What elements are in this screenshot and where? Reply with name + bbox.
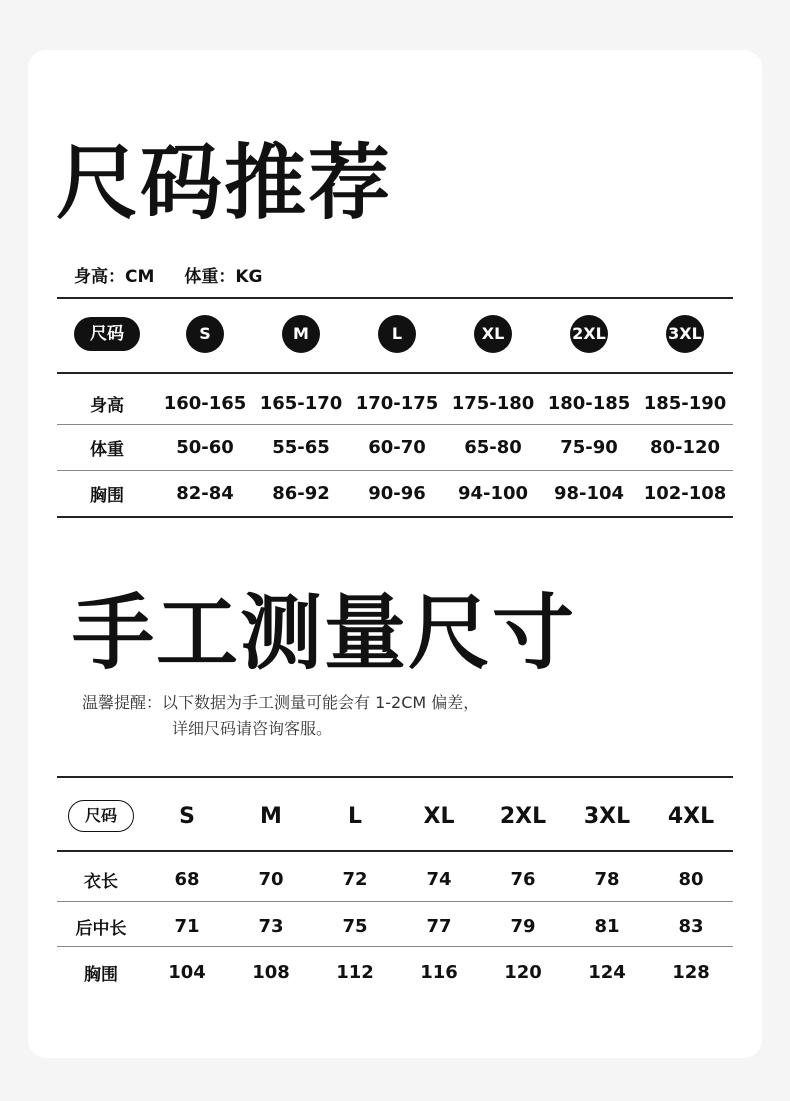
row-divider [57, 901, 733, 902]
table-cell: 90-96 [368, 482, 426, 504]
table-cell: 86-92 [272, 482, 330, 504]
tip-line-1: 温馨提醒：以下数据为手工测量可能会有 1-2CM 偏差， [82, 693, 480, 712]
table1-top-rule [57, 297, 733, 299]
table-cell: 124 [588, 961, 626, 983]
table-cell: 68 [174, 868, 200, 890]
size-badge-2xl: 2XL [570, 315, 608, 353]
units-line [74, 262, 286, 287]
table-cell: 75-90 [560, 436, 618, 458]
measurement-tip [82, 690, 479, 742]
table-row [57, 430, 733, 464]
table-cell: 112 [336, 961, 374, 983]
size-header-s: S [179, 803, 195, 829]
size-badge-3xl: 3XL [666, 315, 704, 353]
table-cell: 104 [168, 961, 206, 983]
table-cell: 50-60 [176, 436, 234, 458]
size-header-4xl: 4XL [667, 803, 715, 829]
table-cell: 175-180 [451, 392, 535, 414]
size-header-m: M [260, 803, 282, 829]
table1-header-rule [57, 372, 733, 374]
table-row [57, 386, 733, 420]
row-label-weight: 体重 [90, 439, 124, 460]
tip-line-2: 详细尺码请咨询客服。 [172, 719, 333, 738]
table-cell: 75 [342, 915, 368, 937]
size-badge-m: M [282, 315, 320, 353]
row-divider [57, 424, 733, 425]
size-badge-xl: XL [474, 315, 512, 353]
row-label-chest: 胸围 [84, 964, 118, 985]
size-header-l: L [347, 803, 363, 829]
size-badge-s: S [186, 315, 224, 353]
table-cell: 77 [426, 915, 452, 937]
table-cell: 170-175 [355, 392, 439, 414]
table-cell: 65-80 [464, 436, 522, 458]
table-row [57, 862, 733, 896]
table2-header-rule [57, 850, 733, 852]
size-header-3xl: 3XL [583, 803, 631, 829]
row-divider [57, 946, 733, 947]
table-cell: 128 [672, 961, 710, 983]
table-cell: 71 [174, 915, 200, 937]
table-cell: 185-190 [643, 392, 727, 414]
size-header-2xl: 2XL [499, 803, 547, 829]
size-recommendation-title: 尺码推荐 [56, 136, 393, 231]
table2-top-rule [57, 776, 733, 778]
table-cell: 74 [426, 868, 452, 890]
table-row [57, 955, 733, 989]
table-cell: 55-65 [272, 436, 330, 458]
table-cell: 180-185 [547, 392, 631, 414]
table-cell: 82-84 [176, 482, 234, 504]
manual-measurement-title: 手工测量尺寸 [72, 586, 577, 681]
table-cell: 116 [420, 961, 458, 983]
table-cell: 79 [510, 915, 536, 937]
table-row [57, 909, 733, 943]
table-cell: 165-170 [259, 392, 343, 414]
table-cell: 70 [258, 868, 284, 890]
table-cell: 80-120 [649, 436, 721, 458]
row-label-length: 衣长 [84, 871, 118, 892]
table-cell: 60-70 [368, 436, 426, 458]
size-header-xl: XL [423, 803, 455, 829]
size-header-pill-outline: 尺码 [68, 800, 134, 832]
table-cell: 76 [510, 868, 536, 890]
row-label-height: 身高 [90, 395, 124, 416]
table1-bottom-rule [57, 516, 733, 518]
table-cell: 73 [258, 915, 284, 937]
table-cell: 102-108 [643, 482, 727, 504]
size-badge-l: L [378, 315, 416, 353]
table-cell: 81 [594, 915, 620, 937]
table-cell: 78 [594, 868, 620, 890]
table-cell: 108 [252, 961, 290, 983]
table-cell: 72 [342, 868, 368, 890]
weight-unit: 体重：KG [184, 267, 263, 287]
height-unit: 身高：CM [74, 267, 155, 287]
table-row [57, 476, 733, 510]
row-label-back-length: 后中长 [75, 918, 127, 939]
table-cell: 83 [678, 915, 704, 937]
table-cell: 94-100 [457, 482, 529, 504]
table-cell: 160-165 [163, 392, 247, 414]
table1-header-row [57, 314, 733, 354]
row-divider [57, 470, 733, 471]
size-header-pill: 尺码 [74, 317, 140, 351]
table2-header-row [57, 796, 733, 836]
row-label-chest: 胸围 [90, 485, 124, 506]
table-cell: 120 [504, 961, 542, 983]
table-cell: 98-104 [553, 482, 625, 504]
table-cell: 80 [678, 868, 704, 890]
